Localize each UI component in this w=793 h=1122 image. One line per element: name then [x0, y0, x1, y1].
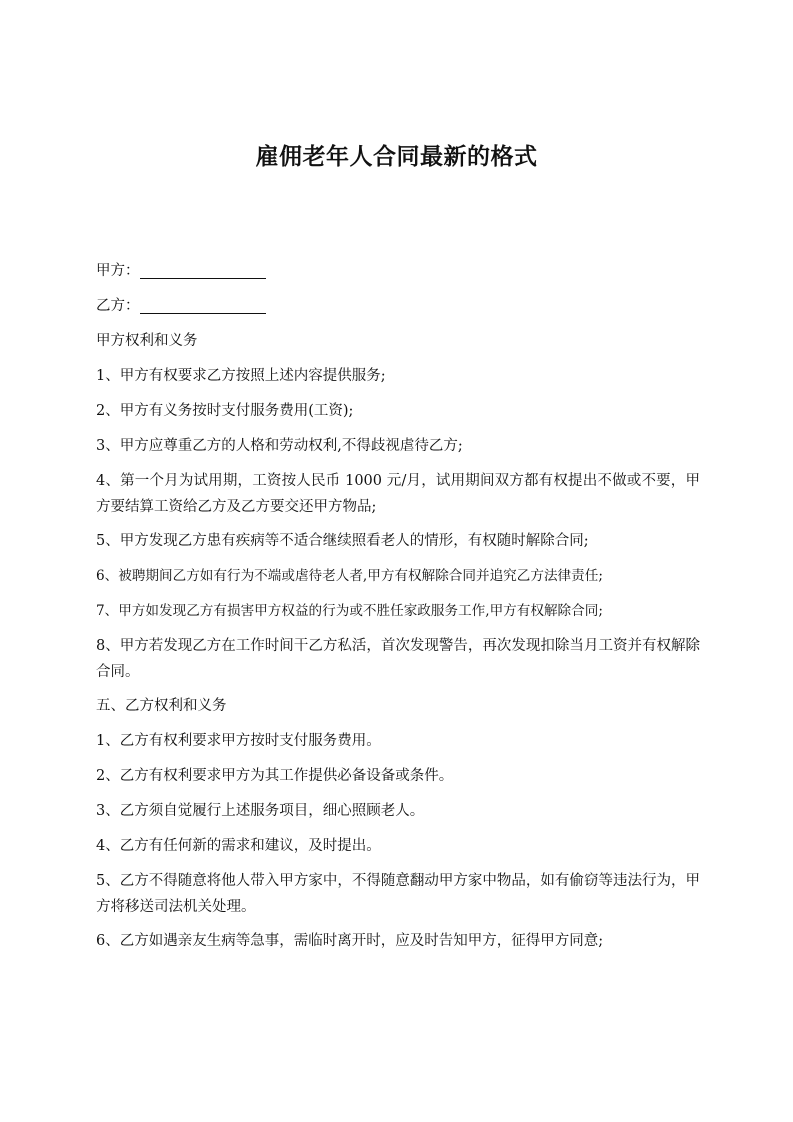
section-b-item-2: 2、乙方有权利要求甲方为其工作提供必备设备或条件。 — [96, 768, 454, 784]
section-b-item-4: 4、乙方有任何新的需求和建议，及时提出。 — [96, 838, 381, 854]
section-b-item-3: 3、乙方须自觉履行上述服务项目，细心照顾老人。 — [96, 803, 425, 819]
document-title: 雇佣老年人合同最新的格式 — [255, 144, 538, 170]
party-b-blank — [140, 297, 266, 314]
section-a-item-6: 6、被聘期间乙方如有行为不端或虐待老人者,甲方有权解除合同并追究乙方法律责任; — [96, 568, 603, 584]
party-a-label: 甲方： — [96, 263, 140, 279]
section-a-item-1: 1、甲方有权要求乙方按照上述内容提供服务; — [96, 368, 386, 384]
section-a-item-8: 8、甲方若发现乙方在工作时间干乙方私活，首次发现警告，再次发现扣除当月工资并有权解除合同。 — [96, 638, 700, 680]
section-b-heading: 五、乙方权利和义务 — [96, 698, 227, 714]
section-b-item-1: 1、乙方有权利要求甲方按时支付服务费用。 — [96, 733, 381, 749]
party-b-line — [96, 293, 700, 319]
section-a-heading: 甲方权利和义务 — [96, 333, 198, 349]
section-b-item-5: 5、乙方不得随意将他人带入甲方家中，不得随意翻动甲方家中物品，如有偷窃等违法行为，甲方将移送司法机关处理。 — [96, 873, 700, 915]
section-a-item-7: 7、甲方如发现乙方有损害甲方权益的行为或不胜任家政服务工作,甲方有权解除合同; — [96, 603, 603, 619]
section-a-item-3: 3、甲方应尊重乙方的人格和劳动权利,不得歧视虐待乙方; — [96, 438, 463, 454]
section-b-item-6: 6、乙方如遇亲友生病等急事，需临时离开时，应及时告知甲方，征得甲方同意; — [96, 933, 604, 949]
party-b-label: 乙方： — [96, 298, 140, 314]
section-a-item-2: 2、甲方有义务按时支付服务费用(工资); — [96, 403, 354, 419]
party-a-blank — [140, 262, 266, 279]
party-a-line — [96, 258, 700, 284]
section-a-item-4: 4、第一个月为试用期，工资按人民币 1000 元/月，试用期间双方都有权提出不做或不要，甲方要结算工资给乙方及乙方要交还甲方物品; — [96, 473, 700, 515]
section-a-item-5: 5、甲方发现乙方患有疾病等不适合继续照看老人的情形，有权随时解除合同; — [96, 533, 589, 549]
document-body — [96, 258, 700, 963]
